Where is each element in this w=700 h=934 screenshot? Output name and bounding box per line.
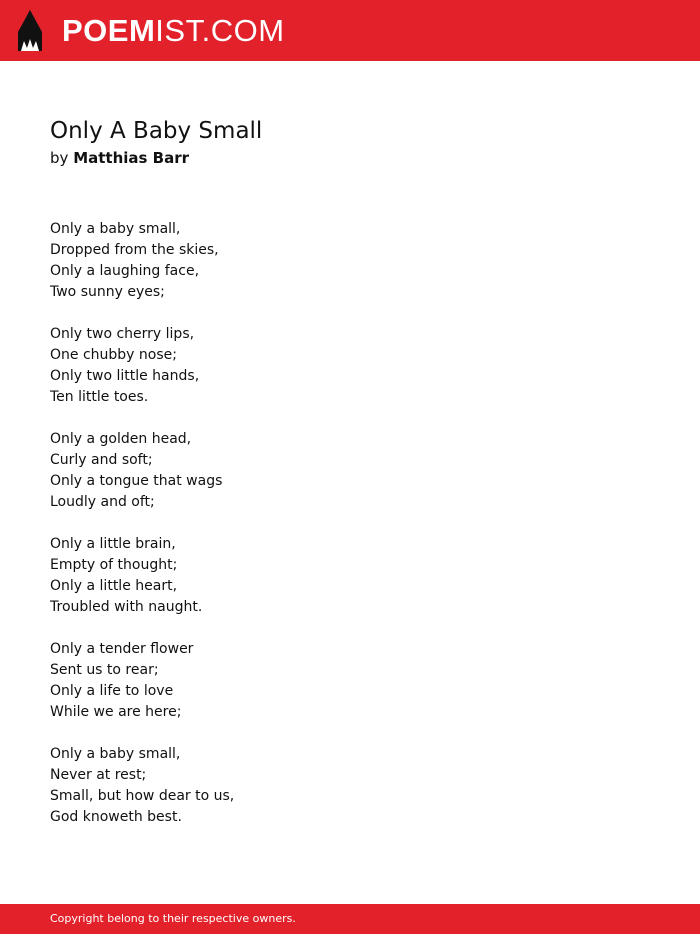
poem-line: Sent us to rear; [50, 662, 159, 678]
poem-line: One chubby nose; [50, 347, 177, 363]
poem-body [50, 219, 650, 849]
poem-line: While we are here; [50, 704, 182, 720]
pencil-icon[interactable] [18, 10, 42, 51]
poem-line: Only a golden head, [50, 431, 192, 447]
stanza [50, 744, 650, 828]
stanza [50, 639, 650, 723]
poem-line: Only two cherry lips, [50, 326, 195, 342]
poem-line: Dropped from the skies, [50, 242, 219, 258]
poem-title: Only A Baby Small [50, 118, 263, 144]
copyright-notice: Copyright belong to their respective owners. [50, 912, 296, 925]
poem-line: Only a tender flower [50, 641, 194, 657]
stanza [50, 324, 650, 408]
poem-line: Only a laughing face, [50, 263, 200, 279]
site-footer [0, 904, 700, 934]
poem-line: Only a baby small, [50, 221, 181, 237]
stanza [50, 219, 650, 303]
poem-line: Loudly and oft; [50, 494, 155, 510]
poem-line: Troubled with naught. [50, 599, 203, 615]
stanza [50, 534, 650, 618]
poem-byline [50, 148, 189, 169]
poem-line: Only a life to love [50, 683, 174, 699]
poem-line: Only a tongue that wags [50, 473, 223, 489]
poem-line: Ten little toes. [50, 389, 149, 405]
poem-line: Never at rest; [50, 767, 147, 783]
poem-line: Empty of thought; [50, 557, 178, 573]
site-logo[interactable] [62, 13, 285, 49]
poem-line: God knoweth best. [50, 809, 182, 825]
poem-line: Only two little hands, [50, 368, 200, 384]
poem-line: Curly and soft; [50, 452, 153, 468]
stanza [50, 429, 650, 513]
poem-line: Only a baby small, [50, 746, 181, 762]
site-header [0, 0, 700, 61]
logo-text-light: IST.COM [155, 13, 285, 48]
poem-line: Small, but how dear to us, [50, 788, 235, 804]
by-label: by [50, 149, 69, 167]
author-name[interactable]: Matthias Barr [73, 149, 190, 167]
poem-line: Only a little heart, [50, 578, 178, 594]
poem-line: Two sunny eyes; [50, 284, 165, 300]
logo-text-bold: POEM [62, 13, 156, 48]
poem-line: Only a little brain, [50, 536, 176, 552]
